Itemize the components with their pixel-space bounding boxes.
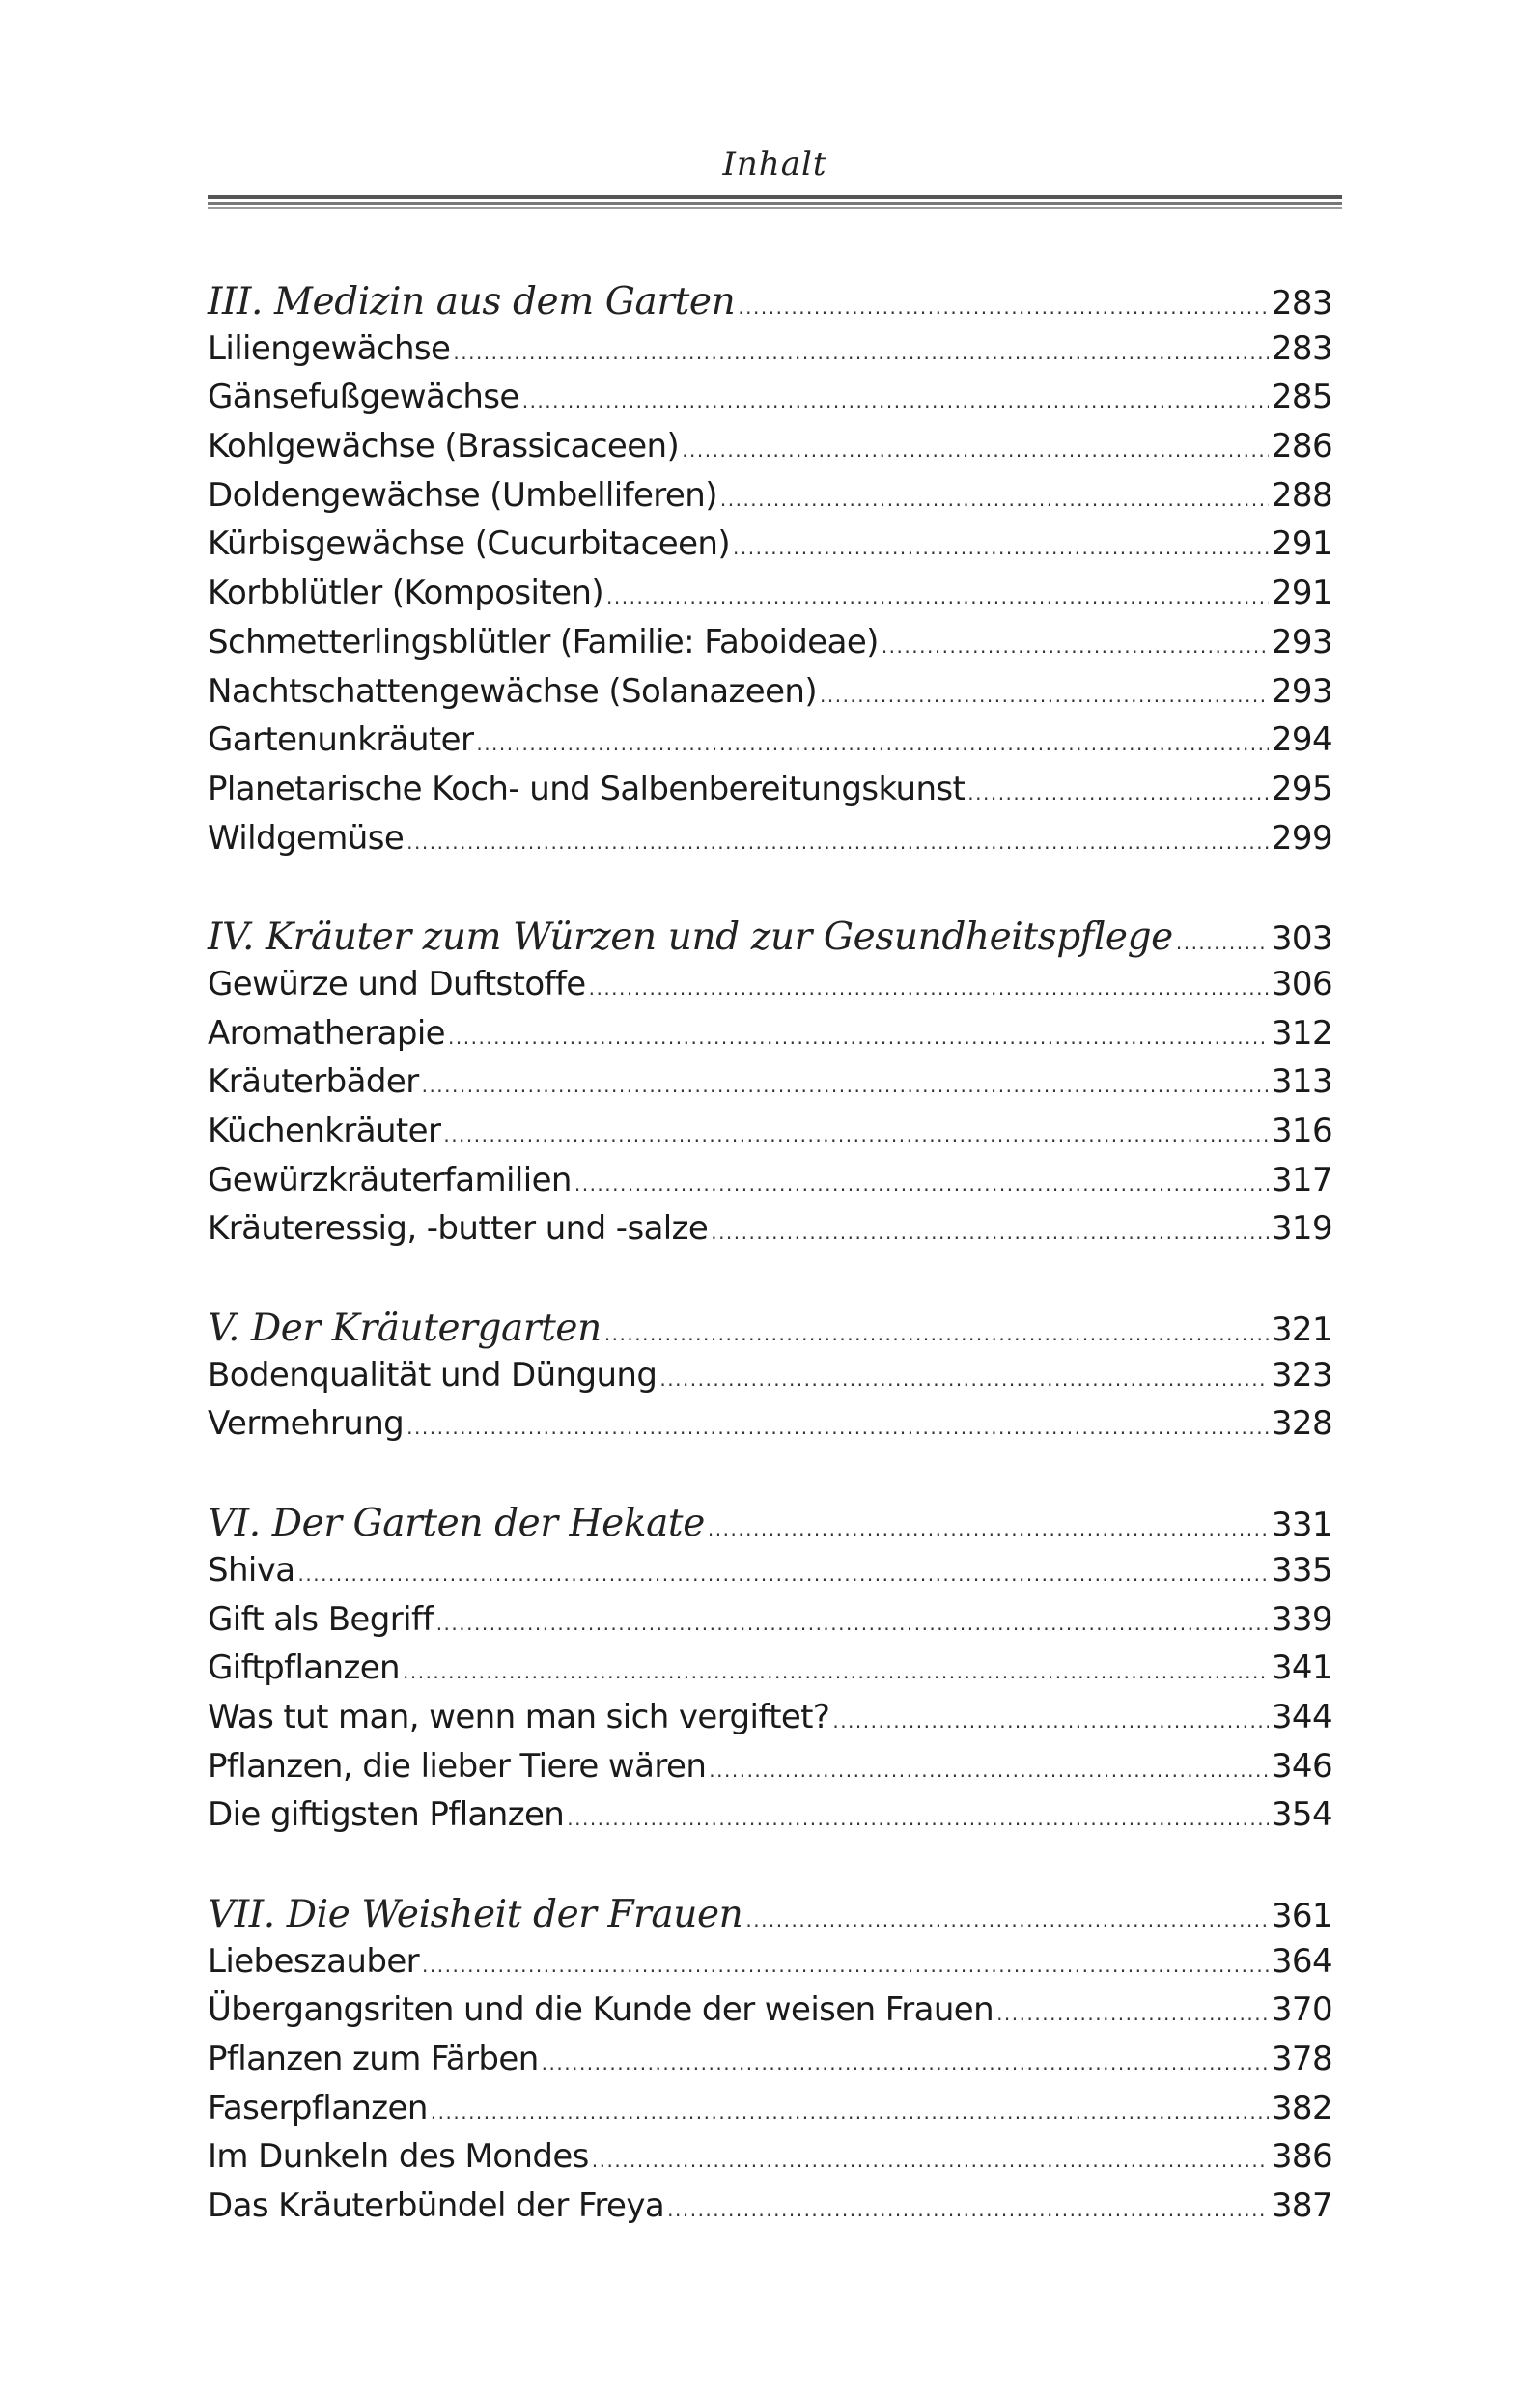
- entry-title: Im Dunkeln des Mondes: [208, 2137, 589, 2177]
- entry-title: Doldengewächse (Umbelliferen): [208, 475, 717, 515]
- dot-leader: [745, 1908, 1269, 1931]
- page-number: 378: [1271, 2040, 1332, 2078]
- toc-entry[interactable]: [208, 1551, 1332, 1600]
- entry-title: Nachtschattengewächse (Solanazeen): [208, 671, 817, 711]
- page-number: 331: [1271, 1506, 1332, 1545]
- toc-entry[interactable]: [208, 574, 1332, 623]
- entry-title: Bodenqualität und Düngung: [208, 1355, 658, 1395]
- toc-entry[interactable]: [208, 819, 1332, 868]
- toc-entry[interactable]: [208, 1014, 1332, 1063]
- page-number: 361: [1271, 1896, 1332, 1935]
- entry-title: Korbblütler (Kompositen): [208, 574, 604, 613]
- entry-title: Gänsefußgewächse: [208, 378, 519, 417]
- toc-entry[interactable]: [208, 1990, 1332, 2040]
- entry-title: Aromatherapie: [208, 1013, 446, 1053]
- entry-title: Pflanzen, die lieber Tiere wären: [208, 1746, 707, 1786]
- toc-entry[interactable]: [208, 2089, 1332, 2138]
- dot-leader: [567, 1807, 1269, 1830]
- toc-entry[interactable]: [208, 1942, 1332, 1991]
- page-number: 295: [1271, 769, 1332, 808]
- toc-entry[interactable]: [208, 1356, 1332, 1405]
- page-number: 313: [1271, 1062, 1332, 1102]
- page-number: 344: [1271, 1697, 1332, 1736]
- page-number: 382: [1271, 2088, 1332, 2128]
- page-number: 328: [1271, 1404, 1332, 1444]
- dot-leader: [453, 341, 1269, 364]
- header-rule: [208, 195, 1342, 209]
- dot-leader: [606, 585, 1269, 608]
- dot-leader: [431, 2100, 1269, 2124]
- page-number: 293: [1271, 622, 1332, 662]
- entry-title: Gift als Begriff: [208, 1599, 434, 1639]
- entry-title: Schmetterlingsblütler (Familie: Faboideae): [208, 622, 879, 662]
- page-number: 306: [1271, 964, 1332, 1003]
- entry-title: Gewürzkräuterfamilien: [208, 1160, 572, 1199]
- page-number: 285: [1271, 378, 1332, 417]
- dot-leader: [659, 1367, 1269, 1391]
- toc-chapter-heading[interactable]: [208, 1502, 1332, 1551]
- chapter-title: V. Der Kräutergarten: [208, 1307, 602, 1351]
- entry-title: Kräuteressig, -butter und -salze: [208, 1209, 709, 1249]
- page-number: 283: [1271, 284, 1332, 323]
- entry-title: Küchenkräuter: [208, 1112, 441, 1150]
- entry-title: Gewürze und Duftstoffe: [208, 964, 586, 1003]
- page-number: 387: [1271, 2186, 1332, 2226]
- entry-title: Vermehrung: [208, 1404, 405, 1444]
- dot-leader: [733, 536, 1269, 559]
- entry-title: Wildgemüse: [208, 818, 405, 858]
- entry-title: Die giftigsten Pflanzen: [208, 1795, 565, 1835]
- dot-leader: [720, 488, 1269, 511]
- dot-leader: [682, 438, 1269, 462]
- dot-leader: [448, 1026, 1269, 1049]
- dot-leader: [476, 732, 1269, 755]
- page-number: 294: [1271, 720, 1332, 760]
- dot-leader: [522, 389, 1269, 412]
- dot-leader: [738, 296, 1269, 319]
- header-rule-line: [208, 195, 1342, 199]
- dot-leader: [996, 2002, 1269, 2025]
- chapter-title: IV. Kräuter zum Würzen und zur Gesundheitspflege: [208, 916, 1173, 960]
- toc-entry[interactable]: [208, 672, 1332, 721]
- toc-entry[interactable]: [208, 1404, 1332, 1453]
- toc-entry[interactable]: [208, 1161, 1332, 1210]
- toc-entry[interactable]: [208, 378, 1332, 427]
- toc-entry[interactable]: [208, 476, 1332, 525]
- dot-leader: [708, 1517, 1269, 1540]
- dot-leader: [406, 831, 1269, 854]
- page-number: 286: [1271, 427, 1332, 466]
- page-number: 288: [1271, 475, 1332, 515]
- page-number: 312: [1271, 1013, 1332, 1053]
- dot-leader: [406, 1416, 1269, 1439]
- dot-leader: [422, 1074, 1269, 1097]
- page-number: 341: [1271, 1649, 1332, 1688]
- dot-leader: [574, 1172, 1269, 1196]
- dot-leader: [711, 1221, 1269, 1244]
- dot-leader: [967, 781, 1269, 804]
- toc-section: [208, 1307, 1332, 1453]
- entry-title: Planetarische Koch- und Salbenbereitungskunst: [208, 769, 966, 808]
- page-number: 346: [1271, 1746, 1332, 1786]
- entry-title: Übergangsriten und die Kunde der weisen Frauen: [208, 1990, 994, 2030]
- entry-title: Shiva: [208, 1550, 295, 1590]
- table-of-contents: [208, 280, 1332, 2284]
- entry-title: Giftpflanzen: [208, 1649, 400, 1688]
- entry-title: Liliengewächse: [208, 328, 451, 368]
- dot-leader: [298, 1563, 1269, 1586]
- toc-section: [208, 1502, 1332, 1845]
- page-number: 283: [1271, 328, 1332, 368]
- chapter-title: VI. Der Garten der Hekate: [208, 1502, 705, 1546]
- toc-chapter-heading[interactable]: [208, 1307, 1332, 1356]
- page-number: 386: [1271, 2137, 1332, 2177]
- page-number: 317: [1271, 1160, 1332, 1199]
- page-number: 291: [1271, 524, 1332, 564]
- toc-section: [208, 1893, 1332, 2236]
- dot-leader: [882, 634, 1269, 658]
- toc-entry[interactable]: [208, 2186, 1332, 2236]
- toc-entry[interactable]: [208, 965, 1332, 1014]
- entry-title: Kohlgewächse (Brassicaceen): [208, 427, 680, 466]
- toc-entry[interactable]: [208, 329, 1332, 379]
- chapter-title: VII. Die Weisheit der Frauen: [208, 1892, 743, 1936]
- page-number: 303: [1271, 919, 1332, 959]
- page-number: 293: [1271, 671, 1332, 711]
- toc-entry[interactable]: [208, 427, 1332, 476]
- dot-leader: [832, 1709, 1269, 1733]
- dot-leader: [1176, 931, 1269, 954]
- entry-title: Kräuterbäder: [208, 1062, 419, 1102]
- header-rule-line: [208, 207, 1342, 209]
- toc-entry[interactable]: [208, 1747, 1332, 1796]
- header-rule-line: [208, 202, 1342, 205]
- dot-leader: [589, 976, 1269, 1000]
- toc-entry[interactable]: [208, 1209, 1332, 1258]
- page-number: 299: [1271, 818, 1332, 858]
- toc-entry[interactable]: [208, 1649, 1332, 1698]
- toc-entry[interactable]: [208, 1062, 1332, 1112]
- toc-entry[interactable]: [208, 1795, 1332, 1845]
- toc-chapter-heading[interactable]: [208, 1893, 1332, 1942]
- toc-entry[interactable]: [208, 1698, 1332, 1747]
- entry-title: Was tut man, wenn man sich vergiftet?: [208, 1697, 830, 1736]
- toc-entry[interactable]: [208, 2040, 1332, 2089]
- entry-title: Das Kräuterbündel der Freya: [208, 2186, 665, 2226]
- entry-title: Gartenunkräuter: [208, 720, 474, 760]
- toc-entry[interactable]: [208, 623, 1332, 672]
- page-number: 339: [1271, 1599, 1332, 1639]
- dot-leader: [542, 2051, 1269, 2074]
- page-number: 291: [1271, 574, 1332, 613]
- dot-leader: [443, 1123, 1269, 1146]
- dot-leader: [604, 1322, 1269, 1345]
- dot-leader: [592, 2149, 1269, 2172]
- dot-leader: [403, 1660, 1269, 1683]
- dot-leader: [422, 1954, 1269, 1977]
- toc-entry[interactable]: [208, 2137, 1332, 2186]
- dot-leader: [436, 1612, 1269, 1635]
- chapter-title: III. Medizin aus dem Garten: [208, 280, 736, 324]
- toc-chapter-heading[interactable]: [208, 916, 1332, 965]
- entry-title: Kürbisgewächse (Cucurbitaceen): [208, 524, 731, 564]
- toc-chapter-heading[interactable]: [208, 280, 1332, 329]
- page-number: 319: [1271, 1209, 1332, 1249]
- dot-leader: [820, 684, 1269, 707]
- entry-title: Pflanzen zum Färben: [208, 2040, 539, 2078]
- page-number: 335: [1271, 1550, 1332, 1590]
- dot-leader: [709, 1759, 1269, 1782]
- page-number: 323: [1271, 1355, 1332, 1395]
- page-number: 364: [1271, 1941, 1332, 1981]
- toc-entry[interactable]: [208, 1112, 1332, 1161]
- toc-entry[interactable]: [208, 770, 1332, 819]
- toc-entry[interactable]: [208, 720, 1332, 770]
- entry-title: Liebeszauber: [208, 1941, 420, 1981]
- toc-entry[interactable]: [208, 1600, 1332, 1649]
- page-number: 354: [1271, 1795, 1332, 1835]
- toc-section: [208, 280, 1332, 867]
- entry-title: Faserpflanzen: [208, 2088, 428, 2128]
- dot-leader: [667, 2198, 1269, 2221]
- toc-entry[interactable]: [208, 524, 1332, 574]
- page-number: 321: [1271, 1311, 1332, 1350]
- page-number: 316: [1271, 1112, 1332, 1150]
- running-head: Inhalt: [722, 145, 827, 183]
- page-number: 370: [1271, 1990, 1332, 2030]
- toc-section: [208, 916, 1332, 1258]
